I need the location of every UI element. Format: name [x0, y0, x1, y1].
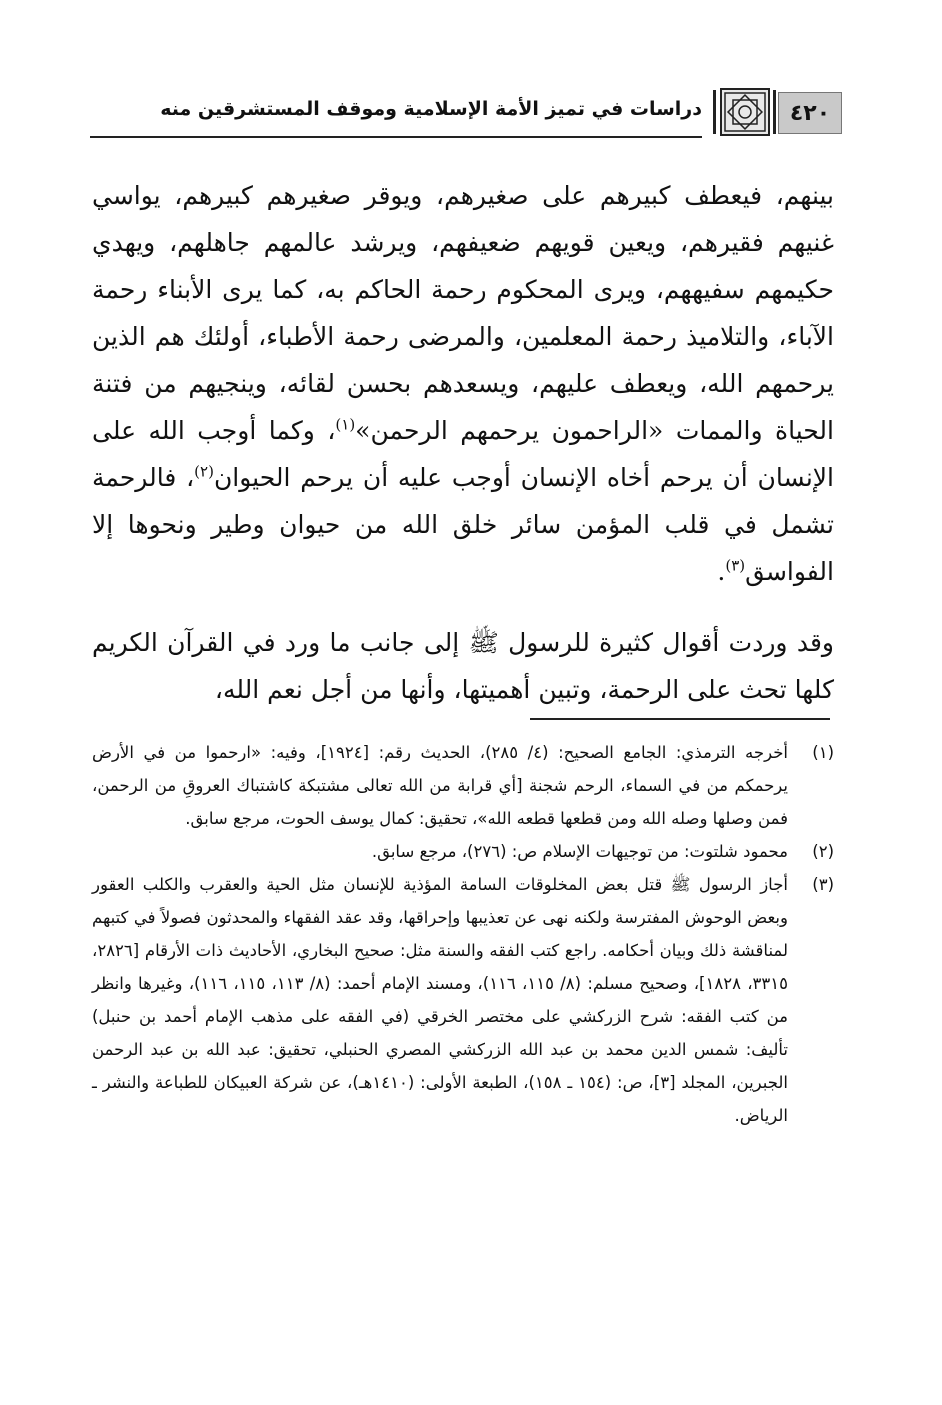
footnote-rule	[530, 718, 830, 720]
footnote	[92, 736, 834, 835]
text-run: ، وكما أوجب الله على الإنسان أن يرحم أخاه الإنسان أوجب عليه أن يرحم الحيوان	[92, 416, 834, 492]
footnote-ref[interactable]: (١)	[335, 415, 356, 434]
text-run: بينهم، فيعطف كبيرهم على صغيرهم، ويوقر صغيرهم كبيرهم، يواسي غنيهم فقيرهم، ويعين قويهم ضعيفهم، ويرشد عالمهم جاهلهم، ويهدي حكيمهم سفيههم، ويرى المحكوم رحمة الحاكم به، كما يرى الأبناء رحمة الآباء، والتلاميذ رحمة المعلمين، والمرضى رحمة الأطباء، أولئك هم الذين يرحمهم الله، ويعطف عليهم، ويسعدهم بحسن لقائه، وينجيهم من فتنة الحياة والممات «الراحمون يرحمهم الرحمن»	[92, 181, 834, 445]
footnote-number: (٣)	[812, 875, 834, 894]
main-text	[92, 172, 834, 713]
footnote	[92, 868, 834, 1132]
footnote-ref[interactable]: (٣)	[725, 556, 746, 575]
running-header	[90, 88, 842, 138]
header-rule	[90, 136, 702, 138]
footnote-text: محمود شلتوت: من توجيهات الإسلام ص: (٢٧٦)، مرجع سابق.	[371, 842, 788, 861]
footnote-ref[interactable]: (٢)	[194, 462, 214, 481]
page-number: ٤٢٠	[778, 92, 842, 134]
footnote-text: أجاز الرسول ﷺ قتل بعض المخلوقات السامة المؤذية للإنسان مثل الحية والعقرب والكلب العقور وبعض الوحوش المفترسة ولكنه نهى عن تعذيبها وإحراقها، وقد عقد الفقهاء والمحدثون فصولاً في كتبهم لمناقشة ذلك وبيان أحكامه. راجع كتب الفقه والسنة مثل: صحيح البخاري، الأحاديث ذات الأرقام [٢٨٢٦، ٣٣١٥، ١٨٢٨]، وصحيح مسلم: (٨/ ١١٥، ١١٦)، ومسند الإمام أحمد: (٨/ ١١٣، ١١٥، ١١٦)، وغيرها وانظر من كتب الفقه: شرح الزركشي على مختصر الخرقي (في الفقه على مذهب الإمام أحمد بن حنبل) تأليف: شمس الدين محمد بن عبد الله الزركشي المصري الحنبلي، تحقيق: عبد الله بن عبد الرحمن الجبرين، المجلد [٣]، ص: (١٥٤ ـ ١٥٨)، الطبعة الأولى: (١٤١٠هـ)، عن شركة العبيكان للطباعة والنشر ـ الرياض.	[92, 875, 789, 1125]
paragraph: وقد وردت أقوال كثيرة للرسول ﷺ إلى جانب ما ورد في القرآن الكريم كلها تحث على الرحمة، وتبين أهميتها، وأنها من أجل نعم الله،	[92, 628, 834, 704]
ornament-icon	[720, 88, 770, 136]
footnotes	[92, 736, 834, 1132]
paragraph	[92, 172, 834, 595]
footnote-number: (١)	[812, 743, 834, 762]
footnote	[92, 835, 834, 868]
footnote-text: أخرجه الترمذي: الجامع الصحيح: (٤/ ٢٨٥)، الحديث رقم: [١٩٢٤]، وفيه: «ارحموا من في الأرض يرحمكم من في السماء، الرحم شجنة [أي قرابة من الله تعالى مشتبكة كاشتباك العروقِ من الرحمن، فمن وصلها وصله الله ومن قطعها قطعه الله»، تحقيق: كمال يوسف الحوت، مرجع سابق.	[92, 743, 788, 828]
footnote-number: (٢)	[812, 842, 834, 861]
divider-bar	[773, 90, 776, 134]
text-run: ، فالرحمة تشمل في قلب المؤمن سائر خلق الله من حيوان وطير ونحوها إلا الفواسق	[92, 463, 834, 586]
running-title: دراسات في تميز الأمة الإسلامية وموقف المستشرقين منه	[160, 98, 702, 120]
text-run: .	[717, 557, 726, 586]
divider-bar	[713, 90, 716, 134]
